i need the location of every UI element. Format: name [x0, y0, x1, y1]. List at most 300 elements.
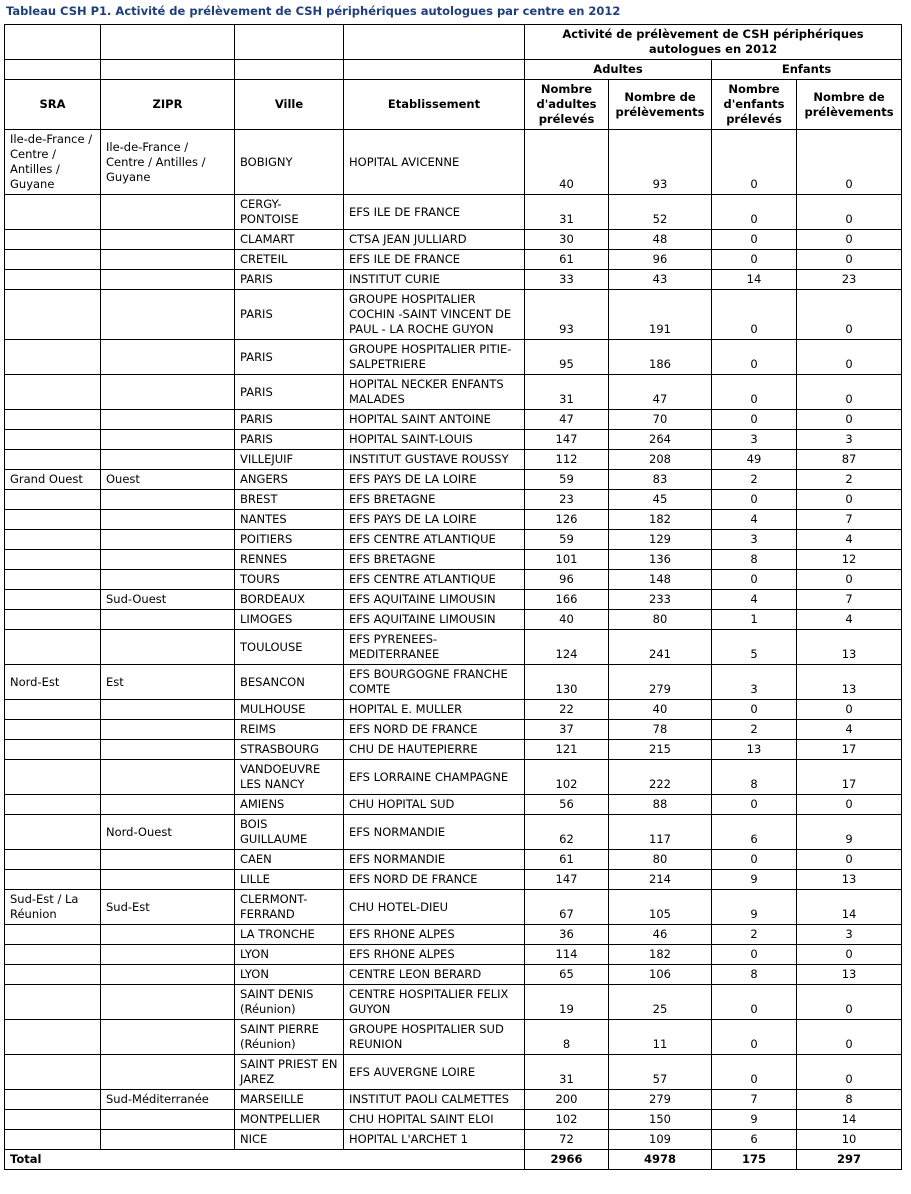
cell-sra — [5, 945, 101, 965]
cell-nb-prelevements-enfants: 17 — [797, 740, 902, 760]
cell-zipr: Est — [101, 665, 235, 700]
cell-zipr — [101, 570, 235, 590]
cell-nb-adultes: 65 — [525, 965, 609, 985]
table-row — [5, 1090, 902, 1110]
cell-ville: CAEN — [235, 850, 344, 870]
header-empty-cell — [101, 60, 235, 80]
header-enfants: Enfants — [712, 60, 902, 80]
cell-zipr — [101, 630, 235, 665]
cell-etablissement: EFS NORD DE FRANCE — [344, 870, 525, 890]
cell-zipr — [101, 450, 235, 470]
cell-ville: TOURS — [235, 570, 344, 590]
cell-zipr — [101, 1130, 235, 1150]
cell-nb-prelevements-enfants: 0 — [797, 850, 902, 870]
table-row — [5, 630, 902, 665]
cell-sra — [5, 340, 101, 375]
cell-ville: BOBIGNY — [235, 130, 344, 195]
cell-nb-prelevements-adultes: 70 — [609, 410, 712, 430]
cell-sra — [5, 1020, 101, 1055]
cell-nb-prelevements-adultes: 191 — [609, 290, 712, 340]
cell-nb-enfants: 8 — [712, 760, 797, 795]
cell-nb-adultes: 47 — [525, 410, 609, 430]
cell-nb-prelevements-enfants: 4 — [797, 610, 902, 630]
cell-sra — [5, 815, 101, 850]
cell-nb-adultes: 67 — [525, 890, 609, 925]
cell-zipr — [101, 700, 235, 720]
cell-zipr — [101, 740, 235, 760]
cell-zipr — [101, 760, 235, 795]
cell-sra — [5, 720, 101, 740]
cell-nb-prelevements-adultes: 88 — [609, 795, 712, 815]
table-row — [5, 430, 902, 450]
cell-nb-enfants: 7 — [712, 1090, 797, 1110]
cell-etablissement: HOPITAL NECKER ENFANTS MALADES — [344, 375, 525, 410]
cell-nb-prelevements-adultes: 182 — [609, 945, 712, 965]
cell-etablissement: EFS RHONE ALPES — [344, 925, 525, 945]
cell-etablissement: EFS AQUITAINE LIMOUSIN — [344, 610, 525, 630]
cell-nb-prelevements-adultes: 117 — [609, 815, 712, 850]
cell-nb-enfants: 6 — [712, 815, 797, 850]
cell-nb-prelevements-enfants: 0 — [797, 985, 902, 1020]
cell-nb-adultes: 102 — [525, 760, 609, 795]
table-row — [5, 410, 902, 430]
table-row — [5, 250, 902, 270]
cell-sra — [5, 965, 101, 985]
cell-nb-enfants: 2 — [712, 925, 797, 945]
table-row — [5, 720, 902, 740]
cell-ville: SAINT PRIEST EN JAREZ — [235, 1055, 344, 1090]
cell-etablissement: INSTITUT CURIE — [344, 270, 525, 290]
cell-nb-prelevements-enfants: 14 — [797, 890, 902, 925]
table-row — [5, 270, 902, 290]
cell-nb-adultes: 72 — [525, 1130, 609, 1150]
cell-nb-prelevements-adultes: 25 — [609, 985, 712, 1020]
cell-nb-enfants: 0 — [712, 700, 797, 720]
cell-nb-adultes: 147 — [525, 430, 609, 450]
cell-nb-prelevements-adultes: 45 — [609, 490, 712, 510]
cell-nb-adultes: 101 — [525, 550, 609, 570]
cell-nb-prelevements-adultes: 182 — [609, 510, 712, 530]
cell-etablissement: EFS PYRENEES-MEDITERRANEE — [344, 630, 525, 665]
cell-nb-prelevements-adultes: 48 — [609, 230, 712, 250]
cell-sra — [5, 760, 101, 795]
cell-sra — [5, 590, 101, 610]
cell-nb-enfants: 8 — [712, 550, 797, 570]
cell-nb-prelevements-enfants: 4 — [797, 530, 902, 550]
cell-etablissement: EFS BRETAGNE — [344, 550, 525, 570]
header-empty-cell — [344, 60, 525, 80]
cell-sra — [5, 700, 101, 720]
cell-nb-prelevements-adultes: 109 — [609, 1130, 712, 1150]
cell-ville: REIMS — [235, 720, 344, 740]
header-nb-enfants: Nombre d'enfants prélevés — [712, 80, 797, 130]
cell-nb-prelevements-adultes: 40 — [609, 700, 712, 720]
cell-nb-adultes: 22 — [525, 700, 609, 720]
table-row — [5, 530, 902, 550]
cell-nb-prelevements-enfants: 13 — [797, 665, 902, 700]
cell-etablissement: EFS NORMANDIE — [344, 815, 525, 850]
cell-zipr — [101, 925, 235, 945]
table-row — [5, 700, 902, 720]
total-nb-adultes: 2966 — [525, 1150, 609, 1170]
cell-nb-prelevements-enfants: 87 — [797, 450, 902, 470]
cell-etablissement: HOPITAL AVICENNE — [344, 130, 525, 195]
cell-nb-prelevements-adultes: 96 — [609, 250, 712, 270]
table-row — [5, 925, 902, 945]
cell-etablissement: EFS CENTRE ATLANTIQUE — [344, 570, 525, 590]
cell-nb-adultes: 31 — [525, 1055, 609, 1090]
header-nb-adultes: Nombre d'adultes prélevés — [525, 80, 609, 130]
cell-nb-prelevements-enfants: 0 — [797, 795, 902, 815]
cell-nb-prelevements-enfants: 7 — [797, 510, 902, 530]
table-row — [5, 375, 902, 410]
cell-nb-enfants: 0 — [712, 410, 797, 430]
cell-nb-prelevements-enfants: 0 — [797, 130, 902, 195]
header-empty-cell — [101, 25, 235, 60]
cell-sra: Nord-Est — [5, 665, 101, 700]
cell-etablissement: CHU HOTEL-DIEU — [344, 890, 525, 925]
cell-nb-enfants: 5 — [712, 630, 797, 665]
cell-nb-enfants: 8 — [712, 965, 797, 985]
cell-nb-adultes: 96 — [525, 570, 609, 590]
cell-nb-enfants: 0 — [712, 290, 797, 340]
cell-nb-prelevements-enfants: 17 — [797, 760, 902, 795]
cell-nb-prelevements-adultes: 279 — [609, 665, 712, 700]
cell-sra — [5, 410, 101, 430]
cell-ville: BESANCON — [235, 665, 344, 700]
cell-etablissement: EFS AQUITAINE LIMOUSIN — [344, 590, 525, 610]
table-row — [5, 760, 902, 795]
cell-nb-enfants: 4 — [712, 510, 797, 530]
cell-nb-prelevements-adultes: 80 — [609, 610, 712, 630]
cell-etablissement: CHU HOPITAL SAINT ELOI — [344, 1110, 525, 1130]
cell-nb-prelevements-adultes: 279 — [609, 1090, 712, 1110]
cell-sra — [5, 1130, 101, 1150]
cell-nb-prelevements-enfants: 0 — [797, 375, 902, 410]
table-row — [5, 795, 902, 815]
cell-ville: BORDEAUX — [235, 590, 344, 610]
cell-sra — [5, 1055, 101, 1090]
cell-etablissement: EFS RHONE ALPES — [344, 945, 525, 965]
cell-zipr — [101, 490, 235, 510]
cell-nb-adultes: 36 — [525, 925, 609, 945]
header-etablissement: Etablissement — [344, 80, 525, 130]
cell-etablissement: EFS BOURGOGNE FRANCHE COMTE — [344, 665, 525, 700]
cell-nb-adultes: 37 — [525, 720, 609, 740]
cell-nb-adultes: 19 — [525, 985, 609, 1020]
cell-nb-prelevements-enfants: 0 — [797, 410, 902, 430]
cell-nb-enfants: 0 — [712, 985, 797, 1020]
table-row — [5, 290, 902, 340]
cell-ville: MARSEILLE — [235, 1090, 344, 1110]
cell-nb-prelevements-enfants: 0 — [797, 700, 902, 720]
cell-ville: MULHOUSE — [235, 700, 344, 720]
cell-nb-enfants: 0 — [712, 850, 797, 870]
cell-etablissement: CENTRE LEON BERARD — [344, 965, 525, 985]
cell-ville: CLAMART — [235, 230, 344, 250]
cell-sra — [5, 450, 101, 470]
cell-ville: POITIERS — [235, 530, 344, 550]
cell-nb-prelevements-enfants: 10 — [797, 1130, 902, 1150]
cell-sra — [5, 430, 101, 450]
cell-zipr — [101, 510, 235, 530]
cell-nb-adultes: 93 — [525, 290, 609, 340]
cell-zipr — [101, 965, 235, 985]
cell-nb-enfants: 0 — [712, 375, 797, 410]
cell-nb-prelevements-enfants: 0 — [797, 1055, 902, 1090]
cell-nb-enfants: 0 — [712, 570, 797, 590]
table-row — [5, 470, 902, 490]
table-row — [5, 965, 902, 985]
header-sra: SRA — [5, 80, 101, 130]
header-empty-cell — [5, 25, 101, 60]
table-row — [5, 1020, 902, 1055]
cell-ville: PARIS — [235, 430, 344, 450]
cell-nb-adultes: 62 — [525, 815, 609, 850]
cell-nb-prelevements-enfants: 0 — [797, 230, 902, 250]
cell-zipr — [101, 340, 235, 375]
header-group: Activité de prélèvement de CSH périphériques autologues en 2012 — [525, 25, 902, 60]
cell-nb-enfants: 0 — [712, 945, 797, 965]
cell-ville: NICE — [235, 1130, 344, 1150]
cell-zipr: Nord-Ouest — [101, 815, 235, 850]
header-adultes: Adultes — [525, 60, 712, 80]
cell-nb-prelevements-adultes: 105 — [609, 890, 712, 925]
cell-nb-adultes: 166 — [525, 590, 609, 610]
table-row — [5, 550, 902, 570]
cell-zipr — [101, 850, 235, 870]
header-zipr: ZIPR — [101, 80, 235, 130]
cell-nb-enfants: 0 — [712, 795, 797, 815]
cell-nb-adultes: 124 — [525, 630, 609, 665]
cell-ville: AMIENS — [235, 795, 344, 815]
cell-zipr — [101, 1020, 235, 1055]
header-empty-cell — [235, 25, 344, 60]
cell-nb-prelevements-adultes: 52 — [609, 195, 712, 230]
cell-nb-adultes: 30 — [525, 230, 609, 250]
cell-ville: RENNES — [235, 550, 344, 570]
cell-etablissement: HOPITAL L'ARCHET 1 — [344, 1130, 525, 1150]
cell-nb-adultes: 23 — [525, 490, 609, 510]
cell-ville: CRETEIL — [235, 250, 344, 270]
header-nb-prelevements-adultes: Nombre de prélèvements — [609, 80, 712, 130]
cell-ville: LIMOGES — [235, 610, 344, 630]
cell-ville: NANTES — [235, 510, 344, 530]
cell-nb-adultes: 56 — [525, 795, 609, 815]
cell-etablissement: EFS ILE DE FRANCE — [344, 195, 525, 230]
cell-ville: PARIS — [235, 270, 344, 290]
cell-etablissement: CTSA JEAN JULLIARD — [344, 230, 525, 250]
cell-nb-prelevements-adultes: 93 — [609, 130, 712, 195]
cell-sra — [5, 270, 101, 290]
cell-ville: LYON — [235, 945, 344, 965]
cell-nb-prelevements-adultes: 78 — [609, 720, 712, 740]
cell-sra — [5, 490, 101, 510]
cell-sra: Grand Ouest — [5, 470, 101, 490]
table-row — [5, 510, 902, 530]
cell-zipr — [101, 550, 235, 570]
cell-etablissement: GROUPE HOSPITALIER PITIE-SALPETRIERE — [344, 340, 525, 375]
cell-nb-enfants: 6 — [712, 1130, 797, 1150]
cell-etablissement: CHU HOPITAL SUD — [344, 795, 525, 815]
cell-nb-adultes: 40 — [525, 610, 609, 630]
cell-etablissement: EFS ILE DE FRANCE — [344, 250, 525, 270]
cell-ville: CLERMONT-FERRAND — [235, 890, 344, 925]
cell-nb-enfants: 0 — [712, 130, 797, 195]
cell-nb-prelevements-enfants: 0 — [797, 945, 902, 965]
cell-etablissement: GROUPE HOSPITALIER COCHIN -SAINT VINCENT DE PAUL - LA ROCHE GUYON — [344, 290, 525, 340]
cell-nb-enfants: 0 — [712, 250, 797, 270]
cell-sra — [5, 250, 101, 270]
table-row — [5, 850, 902, 870]
cell-zipr — [101, 270, 235, 290]
total-nb-prelevements-adultes: 4978 — [609, 1150, 712, 1170]
cell-nb-prelevements-adultes: 83 — [609, 470, 712, 490]
cell-sra — [5, 630, 101, 665]
cell-zipr — [101, 1055, 235, 1090]
cell-nb-prelevements-enfants: 8 — [797, 1090, 902, 1110]
header-empty-cell — [344, 25, 525, 60]
cell-sra — [5, 740, 101, 760]
cell-nb-prelevements-enfants: 4 — [797, 720, 902, 740]
cell-nb-prelevements-enfants: 0 — [797, 290, 902, 340]
cell-nb-enfants: 0 — [712, 490, 797, 510]
cell-nb-adultes: 200 — [525, 1090, 609, 1110]
cell-ville: ANGERS — [235, 470, 344, 490]
header-empty-cell — [5, 60, 101, 80]
cell-nb-adultes: 33 — [525, 270, 609, 290]
cell-sra — [5, 195, 101, 230]
cell-nb-enfants: 14 — [712, 270, 797, 290]
cell-zipr — [101, 195, 235, 230]
cell-nb-enfants: 1 — [712, 610, 797, 630]
cell-sra — [5, 570, 101, 590]
cell-nb-adultes: 126 — [525, 510, 609, 530]
cell-nb-prelevements-adultes: 80 — [609, 850, 712, 870]
cell-etablissement: EFS PAYS DE LA LOIRE — [344, 510, 525, 530]
table-row — [5, 490, 902, 510]
cell-sra — [5, 610, 101, 630]
table-row — [5, 570, 902, 590]
cell-ville: STRASBOURG — [235, 740, 344, 760]
cell-zipr — [101, 430, 235, 450]
cell-ville: TOULOUSE — [235, 630, 344, 665]
cell-nb-enfants: 0 — [712, 195, 797, 230]
cell-nb-prelevements-enfants: 0 — [797, 250, 902, 270]
cell-etablissement: EFS CENTRE ATLANTIQUE — [344, 530, 525, 550]
cell-nb-enfants: 3 — [712, 530, 797, 550]
cell-nb-prelevements-enfants: 7 — [797, 590, 902, 610]
header-ville: Ville — [235, 80, 344, 130]
cell-etablissement: EFS LORRAINE CHAMPAGNE — [344, 760, 525, 795]
cell-zipr: Ouest — [101, 470, 235, 490]
cell-ville: LYON — [235, 965, 344, 985]
cell-nb-prelevements-adultes: 11 — [609, 1020, 712, 1055]
cell-nb-enfants: 0 — [712, 1020, 797, 1055]
cell-ville: VANDOEUVRE LES NANCY — [235, 760, 344, 795]
cell-nb-prelevements-adultes: 129 — [609, 530, 712, 550]
cell-etablissement: CHU DE HAUTEPIERRE — [344, 740, 525, 760]
data-table — [4, 24, 902, 1170]
cell-zipr — [101, 945, 235, 965]
cell-etablissement: EFS PAYS DE LA LOIRE — [344, 470, 525, 490]
cell-nb-prelevements-adultes: 214 — [609, 870, 712, 890]
cell-ville: LILLE — [235, 870, 344, 890]
cell-zipr: Sud-Méditerranée — [101, 1090, 235, 1110]
cell-ville: PARIS — [235, 375, 344, 410]
cell-etablissement: EFS BRETAGNE — [344, 490, 525, 510]
cell-nb-prelevements-enfants: 13 — [797, 965, 902, 985]
cell-zipr: Ile-de-France / Centre / Antilles / Guyane — [101, 130, 235, 195]
cell-nb-enfants: 0 — [712, 340, 797, 375]
cell-ville: LA TRONCHE — [235, 925, 344, 945]
cell-zipr — [101, 250, 235, 270]
cell-ville: SAINT DENIS (Réunion) — [235, 985, 344, 1020]
cell-nb-enfants: 2 — [712, 720, 797, 740]
cell-zipr — [101, 985, 235, 1020]
cell-nb-enfants: 9 — [712, 890, 797, 925]
cell-nb-adultes: 121 — [525, 740, 609, 760]
cell-nb-prelevements-enfants: 13 — [797, 870, 902, 890]
cell-sra — [5, 230, 101, 250]
cell-nb-adultes: 31 — [525, 195, 609, 230]
table-row — [5, 195, 902, 230]
cell-ville: MONTPELLIER — [235, 1110, 344, 1130]
cell-sra — [5, 795, 101, 815]
cell-nb-prelevements-adultes: 136 — [609, 550, 712, 570]
cell-zipr — [101, 530, 235, 550]
cell-ville: PARIS — [235, 410, 344, 430]
cell-nb-prelevements-enfants: 0 — [797, 490, 902, 510]
cell-etablissement: EFS NORMANDIE — [344, 850, 525, 870]
cell-etablissement: EFS NORD DE FRANCE — [344, 720, 525, 740]
cell-nb-prelevements-enfants: 0 — [797, 340, 902, 375]
cell-nb-adultes: 112 — [525, 450, 609, 470]
table-row — [5, 230, 902, 250]
cell-ville: BREST — [235, 490, 344, 510]
table-row — [5, 815, 902, 850]
cell-zipr: Sud-Ouest — [101, 590, 235, 610]
cell-nb-prelevements-adultes: 148 — [609, 570, 712, 590]
cell-nb-prelevements-enfants: 3 — [797, 925, 902, 945]
cell-nb-prelevements-enfants: 2 — [797, 470, 902, 490]
cell-zipr — [101, 375, 235, 410]
table-row — [5, 1110, 902, 1130]
cell-nb-prelevements-enfants: 0 — [797, 195, 902, 230]
table-row — [5, 130, 902, 195]
table-row — [5, 340, 902, 375]
table-title: Tableau CSH P1. Activité de prélèvement de CSH périphériques autologues par centre en 2012 — [6, 4, 621, 18]
table-row — [5, 610, 902, 630]
cell-nb-prelevements-adultes: 233 — [609, 590, 712, 610]
table-row — [5, 1055, 902, 1090]
header-empty-cell — [235, 60, 344, 80]
cell-nb-prelevements-enfants: 0 — [797, 570, 902, 590]
cell-nb-prelevements-adultes: 264 — [609, 430, 712, 450]
cell-sra — [5, 510, 101, 530]
header-nb-prelevements-enfants: Nombre de prélèvements — [797, 80, 902, 130]
cell-sra — [5, 850, 101, 870]
table-row — [5, 985, 902, 1020]
total-nb-prelevements-enfants: 297 — [797, 1150, 902, 1170]
cell-etablissement: INSTITUT PAOLI CALMETTES — [344, 1090, 525, 1110]
table-row — [5, 665, 902, 700]
cell-ville: BOIS GUILLAUME — [235, 815, 344, 850]
cell-nb-prelevements-adultes: 47 — [609, 375, 712, 410]
cell-etablissement: GROUPE HOSPITALIER SUD REUNION — [344, 1020, 525, 1055]
total-label: Total — [5, 1150, 101, 1170]
cell-nb-prelevements-adultes: 222 — [609, 760, 712, 795]
